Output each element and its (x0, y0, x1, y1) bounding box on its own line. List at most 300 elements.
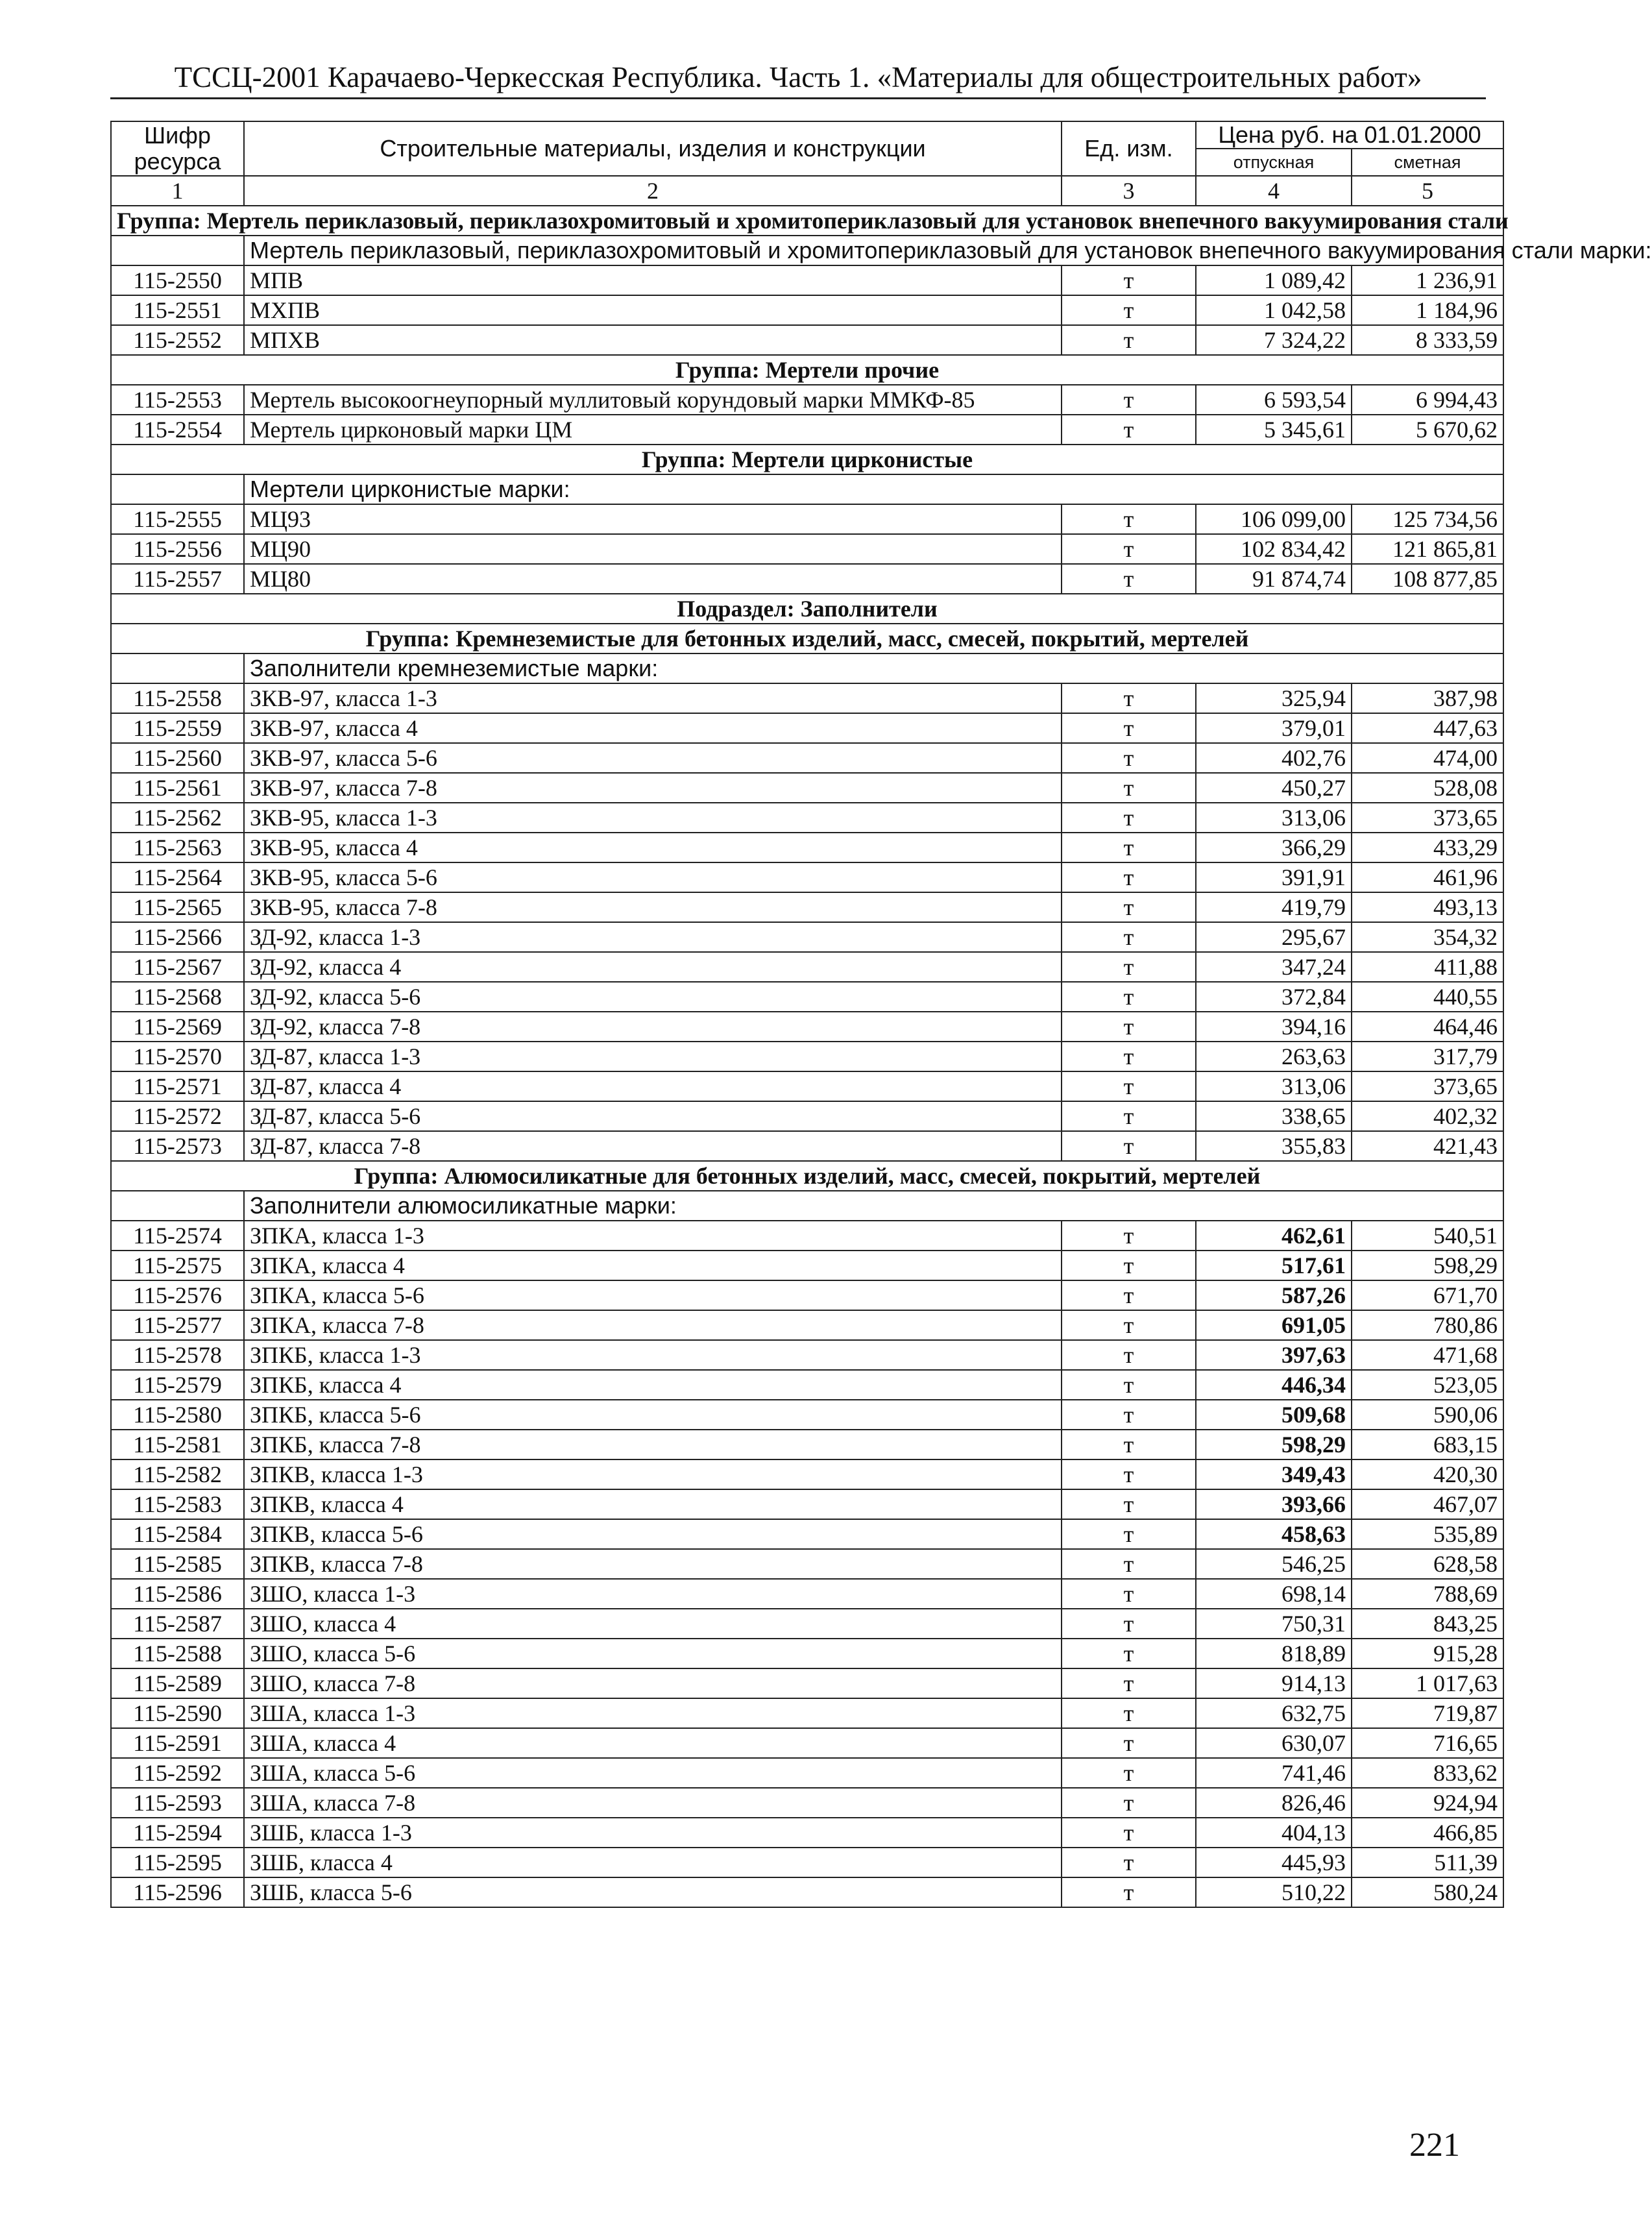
estimate-price-cell: 387,98 (1352, 683, 1503, 713)
table-row (111, 1221, 1503, 1251)
release-price-cell: 1 089,42 (1196, 265, 1352, 295)
material-name-cell: ЗПКА, класса 7-8 (244, 1310, 1062, 1340)
resource-code-cell: 115-2588 (111, 1639, 244, 1668)
table-row (111, 1370, 1503, 1400)
resource-code-cell: 115-2564 (111, 862, 244, 892)
material-name-cell: ЗПКВ, класса 5-6 (244, 1519, 1062, 1549)
estimate-price-cell: 628,58 (1352, 1549, 1503, 1579)
release-price-cell: 826,46 (1196, 1788, 1352, 1818)
estimate-price-cell: 121 865,81 (1352, 534, 1503, 564)
release-price-cell: 91 874,74 (1196, 564, 1352, 594)
resource-code-cell: 115-2578 (111, 1340, 244, 1370)
subsection-heading: Подраздел: Заполнители (111, 594, 1503, 624)
resource-code-cell: 115-2568 (111, 982, 244, 1012)
estimate-price-cell: 788,69 (1352, 1579, 1503, 1609)
table-row (111, 385, 1503, 415)
release-price-cell: 698,14 (1196, 1579, 1352, 1609)
estimate-price-cell: 474,00 (1352, 743, 1503, 773)
table-row (111, 534, 1503, 564)
release-price-cell: 355,83 (1196, 1131, 1352, 1161)
table-row (111, 415, 1503, 445)
release-price-cell: 102 834,42 (1196, 534, 1352, 564)
estimate-price-cell: 523,05 (1352, 1370, 1503, 1400)
table-row (111, 265, 1503, 295)
resource-code-cell: 115-2586 (111, 1579, 244, 1609)
estimate-price-cell: 440,55 (1352, 982, 1503, 1012)
release-price-cell: 818,89 (1196, 1639, 1352, 1668)
release-price-cell: 325,94 (1196, 683, 1352, 713)
resource-code-cell: 115-2584 (111, 1519, 244, 1549)
material-name-cell: ЗКВ-95, класса 7-8 (244, 892, 1062, 922)
table-row (111, 892, 1503, 922)
resource-code-cell: 115-2576 (111, 1280, 244, 1310)
material-name-cell: ЗШБ, класса 4 (244, 1848, 1062, 1877)
unit-cell: т (1062, 1639, 1196, 1668)
unit-cell: т (1062, 1370, 1196, 1400)
estimate-price-cell: 317,79 (1352, 1042, 1503, 1071)
unit-cell: т (1062, 564, 1196, 594)
table-row (111, 295, 1503, 325)
code-column-header: Шифр ресурса (111, 121, 244, 176)
unit-cell: т (1062, 1340, 1196, 1370)
release-price-cell: 393,66 (1196, 1489, 1352, 1519)
page-header: ТССЦ-2001 Карачаево-Черкесская Республика. Часть 1. «Материалы для общестроительных работ» (110, 57, 1486, 99)
table-row (111, 1579, 1503, 1609)
resource-code-cell: 115-2585 (111, 1549, 244, 1579)
material-name-cell: ЗШО, класса 7-8 (244, 1668, 1062, 1698)
unit-cell: т (1062, 1818, 1196, 1848)
unit-cell: т (1062, 713, 1196, 743)
unit-cell: т (1062, 1788, 1196, 1818)
material-name-cell: ЗПКВ, класса 4 (244, 1489, 1062, 1519)
group-heading-row (111, 624, 1503, 653)
estimate-price-cell: 411,88 (1352, 952, 1503, 982)
material-name-cell: ЗШО, класса 5-6 (244, 1639, 1062, 1668)
table-row (111, 1877, 1503, 1907)
estimate-price-cell: 433,29 (1352, 833, 1503, 862)
material-name-cell: ЗД-92, класса 4 (244, 952, 1062, 982)
table-row (111, 1071, 1503, 1101)
resource-code-cell: 115-2554 (111, 415, 244, 445)
release-price-cell: 750,31 (1196, 1609, 1352, 1639)
release-price-cell: 741,46 (1196, 1758, 1352, 1788)
table-row (111, 1698, 1503, 1728)
resource-code-cell: 115-2562 (111, 803, 244, 833)
table-row (111, 952, 1503, 982)
unit-cell: т (1062, 1251, 1196, 1280)
estimate-price-cell: 6 994,43 (1352, 385, 1503, 415)
estimate-price-cell: 719,87 (1352, 1698, 1503, 1728)
table-row (111, 1400, 1503, 1430)
resource-code-cell: 115-2579 (111, 1370, 244, 1400)
resource-code-cell: 115-2553 (111, 385, 244, 415)
material-name-cell: МПВ (244, 265, 1062, 295)
group-heading-row (111, 206, 1503, 236)
estimate-price-cell: 467,07 (1352, 1489, 1503, 1519)
group-heading-row (111, 355, 1503, 385)
table-row (111, 325, 1503, 355)
table-row (111, 1340, 1503, 1370)
release-price-cell: 366,29 (1196, 833, 1352, 862)
material-name-cell: ЗПКА, класса 4 (244, 1251, 1062, 1280)
resource-code-cell: 115-2551 (111, 295, 244, 325)
unit-cell: т (1062, 803, 1196, 833)
note-row (111, 236, 1503, 265)
release-price-cell: 419,79 (1196, 892, 1352, 922)
release-price-cell: 450,27 (1196, 773, 1352, 803)
estimate-price-cell: 540,51 (1352, 1221, 1503, 1251)
table-row (111, 743, 1503, 773)
release-price-cell: 313,06 (1196, 1071, 1352, 1101)
subsection-heading-row (111, 594, 1503, 624)
resource-code-cell: 115-2593 (111, 1788, 244, 1818)
material-name-cell: ЗКВ-97, класса 1-3 (244, 683, 1062, 713)
release-price-cell: 446,34 (1196, 1370, 1352, 1400)
release-price-cell: 598,29 (1196, 1430, 1352, 1459)
resource-code-cell: 115-2591 (111, 1728, 244, 1758)
column-number: 2 (244, 176, 1062, 206)
resource-code-cell: 115-2557 (111, 564, 244, 594)
release-price-cell: 379,01 (1196, 713, 1352, 743)
table-row (111, 1818, 1503, 1848)
empty-code-cell (111, 236, 244, 265)
estimate-price-cell: 493,13 (1352, 892, 1503, 922)
resource-code-cell: 115-2582 (111, 1459, 244, 1489)
materials-price-table (110, 121, 1652, 1908)
resource-code-cell: 115-2561 (111, 773, 244, 803)
estimate-price-cell: 466,85 (1352, 1818, 1503, 1848)
release-price-cell: 106 099,00 (1196, 504, 1352, 534)
table-row (111, 1131, 1503, 1161)
unit-cell: т (1062, 265, 1196, 295)
note-text: Мертели цирконистые марки: (244, 474, 1503, 504)
resource-code-cell: 115-2574 (111, 1221, 244, 1251)
release-price-cell: 349,43 (1196, 1459, 1352, 1489)
material-name-cell: ЗД-87, класса 5-6 (244, 1101, 1062, 1131)
release-price-cell: 914,13 (1196, 1668, 1352, 1698)
estimate-price-cell: 780,86 (1352, 1310, 1503, 1340)
table-row (111, 1489, 1503, 1519)
table-row (111, 1519, 1503, 1549)
resource-code-cell: 115-2558 (111, 683, 244, 713)
note-row (111, 1191, 1503, 1221)
material-name-cell: ЗША, класса 7-8 (244, 1788, 1062, 1818)
estimate-price-cell: 716,65 (1352, 1728, 1503, 1758)
unit-cell: т (1062, 1012, 1196, 1042)
resource-code-cell: 115-2595 (111, 1848, 244, 1877)
release-price-cell: 397,63 (1196, 1340, 1352, 1370)
table-row (111, 1549, 1503, 1579)
unit-cell: т (1062, 1519, 1196, 1549)
unit-cell: т (1062, 1071, 1196, 1101)
unit-cell: т (1062, 1728, 1196, 1758)
resource-code-cell: 115-2565 (111, 892, 244, 922)
material-name-cell: ЗКВ-95, класса 1-3 (244, 803, 1062, 833)
unit-cell: т (1062, 1280, 1196, 1310)
material-name-cell: ЗПКБ, класса 5-6 (244, 1400, 1062, 1430)
release-price-cell: 338,65 (1196, 1101, 1352, 1131)
table-row (111, 1848, 1503, 1877)
material-name-cell: ЗПКА, класса 1-3 (244, 1221, 1062, 1251)
material-name-cell: ЗША, класса 4 (244, 1728, 1062, 1758)
material-name-cell: МЦ93 (244, 504, 1062, 534)
unit-cell: т (1062, 1459, 1196, 1489)
resource-code-cell: 115-2575 (111, 1251, 244, 1280)
resource-code-cell: 115-2571 (111, 1071, 244, 1101)
release-price-cell: 691,05 (1196, 1310, 1352, 1340)
release-price-cell: 347,24 (1196, 952, 1352, 982)
release-price-cell: 510,22 (1196, 1877, 1352, 1907)
estimate-price-cell: 8 333,59 (1352, 325, 1503, 355)
unit-cell: т (1062, 743, 1196, 773)
release-price-cell: 587,26 (1196, 1280, 1352, 1310)
resource-code-cell: 115-2559 (111, 713, 244, 743)
table-header-row (111, 121, 1503, 149)
estimate-price-cell: 108 877,85 (1352, 564, 1503, 594)
material-name-cell: ЗД-87, класса 7-8 (244, 1131, 1062, 1161)
note-text: Заполнители алюмосиликатные марки: (244, 1191, 1503, 1221)
unit-cell: т (1062, 1221, 1196, 1251)
resource-code-cell: 115-2583 (111, 1489, 244, 1519)
estimate-price-cell: 5 670,62 (1352, 415, 1503, 445)
unit-cell: т (1062, 1848, 1196, 1877)
table-row (111, 713, 1503, 743)
estimate-price-cell: 402,32 (1352, 1101, 1503, 1131)
group-heading: Группа: Мертели цирконистые (111, 445, 1503, 474)
estimate-price-cell: 598,29 (1352, 1251, 1503, 1280)
unit-column-header: Ед. изм. (1062, 121, 1196, 176)
table-row (111, 1280, 1503, 1310)
resource-code-cell: 115-2550 (111, 265, 244, 295)
table-row (111, 1012, 1503, 1042)
estimate-price-cell: 535,89 (1352, 1519, 1503, 1549)
estimate-price-cell: 125 734,56 (1352, 504, 1503, 534)
unit-cell: т (1062, 1101, 1196, 1131)
release-price-cell: 546,25 (1196, 1549, 1352, 1579)
release-price-cell: 445,93 (1196, 1848, 1352, 1877)
release-price-cell: 630,07 (1196, 1728, 1352, 1758)
material-name-cell: ЗШБ, класса 5-6 (244, 1877, 1062, 1907)
column-number: 1 (111, 176, 244, 206)
release-price-cell: 462,61 (1196, 1221, 1352, 1251)
estimate-price-cell: 580,24 (1352, 1877, 1503, 1907)
resource-code-cell: 115-2555 (111, 504, 244, 534)
release-price-cell: 1 042,58 (1196, 295, 1352, 325)
table-row (111, 922, 1503, 952)
estimate-price-cell: 511,39 (1352, 1848, 1503, 1877)
resource-code-cell: 115-2580 (111, 1400, 244, 1430)
unit-cell: т (1062, 892, 1196, 922)
unit-cell: т (1062, 1579, 1196, 1609)
material-name-cell: Мертель цирконовый марки ЦМ (244, 415, 1062, 445)
material-name-cell: ЗШБ, класса 1-3 (244, 1818, 1062, 1848)
table-row (111, 982, 1503, 1012)
table-row (111, 1639, 1503, 1668)
empty-code-cell (111, 474, 244, 504)
estimate-price-cell: 1 236,91 (1352, 265, 1503, 295)
release-price-cell: 263,63 (1196, 1042, 1352, 1071)
empty-code-cell (111, 1191, 244, 1221)
material-name-cell: ЗШО, класса 4 (244, 1609, 1062, 1639)
unit-cell: т (1062, 1609, 1196, 1639)
table-row (111, 1728, 1503, 1758)
resource-code-cell: 115-2567 (111, 952, 244, 982)
release-price-cell: 402,76 (1196, 743, 1352, 773)
note-row (111, 474, 1503, 504)
estimate-price-cell: 373,65 (1352, 1071, 1503, 1101)
material-name-cell: ЗКВ-95, класса 5-6 (244, 862, 1062, 892)
release-price-header: отпускная (1196, 149, 1352, 176)
unit-cell: т (1062, 683, 1196, 713)
material-name-cell: ЗКВ-95, класса 4 (244, 833, 1062, 862)
material-name-cell: ЗША, класса 5-6 (244, 1758, 1062, 1788)
material-name-cell: МЦ90 (244, 534, 1062, 564)
resource-code-cell: 115-2556 (111, 534, 244, 564)
group-heading: Группа: Кремнеземистые для бетонных изделий, масс, смесей, покрытий, мертелей (111, 624, 1503, 653)
group-heading: Группа: Мертель периклазовый, периклазохромитовый и хромитопериклазовый для установок внепечного вакуумирования стали (111, 206, 1503, 236)
resource-code-cell: 115-2572 (111, 1101, 244, 1131)
resource-code-cell: 115-2570 (111, 1042, 244, 1071)
material-name-cell: МЦ80 (244, 564, 1062, 594)
release-price-cell: 295,67 (1196, 922, 1352, 952)
estimate-price-header: сметная (1352, 149, 1503, 176)
estimate-price-cell: 1 184,96 (1352, 295, 1503, 325)
material-name-cell: ЗД-92, класса 1-3 (244, 922, 1062, 952)
table-row (111, 1430, 1503, 1459)
table-row (111, 1042, 1503, 1071)
release-price-cell: 517,61 (1196, 1251, 1352, 1280)
resource-code-cell: 115-2596 (111, 1877, 244, 1907)
note-text: Заполнители кремнеземистые марки: (244, 653, 1503, 683)
resource-code-cell: 115-2566 (111, 922, 244, 952)
material-name-cell: МПХВ (244, 325, 1062, 355)
release-price-cell: 509,68 (1196, 1400, 1352, 1430)
table-row (111, 1788, 1503, 1818)
unit-cell: т (1062, 1430, 1196, 1459)
material-name-cell: ЗД-92, класса 7-8 (244, 1012, 1062, 1042)
estimate-price-cell: 915,28 (1352, 1639, 1503, 1668)
table-row (111, 564, 1503, 594)
estimate-price-cell: 683,15 (1352, 1430, 1503, 1459)
unit-cell: т (1062, 1877, 1196, 1907)
table-row (111, 1101, 1503, 1131)
group-heading-row (111, 445, 1503, 474)
unit-cell: т (1062, 1310, 1196, 1340)
material-name-cell: МХПВ (244, 295, 1062, 325)
unit-cell: т (1062, 295, 1196, 325)
unit-cell: т (1062, 1131, 1196, 1161)
table-row (111, 833, 1503, 862)
unit-cell: т (1062, 952, 1196, 982)
material-name-cell: Мертель высокоогнеупорный муллитовый корундовый марки ММКФ-85 (244, 385, 1062, 415)
unit-cell: т (1062, 1042, 1196, 1071)
material-name-cell: ЗКВ-97, класса 5-6 (244, 743, 1062, 773)
estimate-price-cell: 373,65 (1352, 803, 1503, 833)
estimate-price-cell: 528,08 (1352, 773, 1503, 803)
unit-cell: т (1062, 1489, 1196, 1519)
note-text: Мертель периклазовый, периклазохромитовый и хромитопериклазовый для установок внепечного вакуумирования стали марки: (244, 236, 1503, 265)
release-price-cell: 391,91 (1196, 862, 1352, 892)
release-price-cell: 394,16 (1196, 1012, 1352, 1042)
group-heading: Группа: Алюмосиликатные для бетонных изделий, масс, смесей, покрытий, мертелей (111, 1161, 1503, 1191)
resource-code-cell: 115-2560 (111, 743, 244, 773)
unit-cell: т (1062, 982, 1196, 1012)
unit-cell: т (1062, 1668, 1196, 1698)
note-row (111, 653, 1503, 683)
table-row (111, 683, 1503, 713)
resource-code-cell: 115-2569 (111, 1012, 244, 1042)
release-price-cell: 458,63 (1196, 1519, 1352, 1549)
material-name-cell: ЗШО, класса 1-3 (244, 1579, 1062, 1609)
unit-cell: т (1062, 1549, 1196, 1579)
table-row (111, 1459, 1503, 1489)
group-heading: Группа: Мертели прочие (111, 355, 1503, 385)
table-row (111, 1609, 1503, 1639)
unit-cell: т (1062, 833, 1196, 862)
estimate-price-cell: 924,94 (1352, 1788, 1503, 1818)
estimate-price-cell: 354,32 (1352, 922, 1503, 952)
material-name-cell: ЗПКБ, класса 4 (244, 1370, 1062, 1400)
estimate-price-cell: 1 017,63 (1352, 1668, 1503, 1698)
estimate-price-cell: 671,70 (1352, 1280, 1503, 1310)
unit-cell: т (1062, 415, 1196, 445)
resource-code-cell: 115-2563 (111, 833, 244, 862)
release-price-cell: 372,84 (1196, 982, 1352, 1012)
estimate-price-cell: 447,63 (1352, 713, 1503, 743)
material-name-cell: ЗПКБ, класса 1-3 (244, 1340, 1062, 1370)
unit-cell: т (1062, 504, 1196, 534)
material-name-cell: ЗКВ-97, класса 7-8 (244, 773, 1062, 803)
column-number: 3 (1062, 176, 1196, 206)
price-column-header: Цена руб. на 01.01.2000 (1196, 121, 1503, 149)
resource-code-cell: 115-2552 (111, 325, 244, 355)
estimate-price-cell: 464,46 (1352, 1012, 1503, 1042)
resource-code-cell: 115-2592 (111, 1758, 244, 1788)
material-name-cell: ЗКВ-97, класса 4 (244, 713, 1062, 743)
table-row (111, 862, 1503, 892)
unit-cell: т (1062, 1698, 1196, 1728)
table-row (111, 1310, 1503, 1340)
table-row (111, 803, 1503, 833)
estimate-price-cell: 461,96 (1352, 862, 1503, 892)
column-number: 5 (1352, 176, 1503, 206)
resource-code-cell: 115-2573 (111, 1131, 244, 1161)
unit-cell: т (1062, 534, 1196, 564)
unit-cell: т (1062, 385, 1196, 415)
unit-cell: т (1062, 922, 1196, 952)
unit-cell: т (1062, 1758, 1196, 1788)
unit-cell: т (1062, 325, 1196, 355)
unit-cell: т (1062, 1400, 1196, 1430)
release-price-cell: 6 593,54 (1196, 385, 1352, 415)
estimate-price-cell: 833,62 (1352, 1758, 1503, 1788)
estimate-price-cell: 471,68 (1352, 1340, 1503, 1370)
table-row (111, 773, 1503, 803)
table-row (111, 504, 1503, 534)
empty-code-cell (111, 653, 244, 683)
release-price-cell: 313,06 (1196, 803, 1352, 833)
material-name-cell: ЗША, класса 1-3 (244, 1698, 1062, 1728)
material-name-cell: ЗПКА, класса 5-6 (244, 1280, 1062, 1310)
page-number: 221 (1409, 2127, 1460, 2164)
column-number: 4 (1196, 176, 1352, 206)
table-row (111, 1758, 1503, 1788)
estimate-price-cell: 590,06 (1352, 1400, 1503, 1430)
resource-code-cell: 115-2590 (111, 1698, 244, 1728)
table-row (111, 1251, 1503, 1280)
unit-cell: т (1062, 773, 1196, 803)
estimate-price-cell: 420,30 (1352, 1459, 1503, 1489)
